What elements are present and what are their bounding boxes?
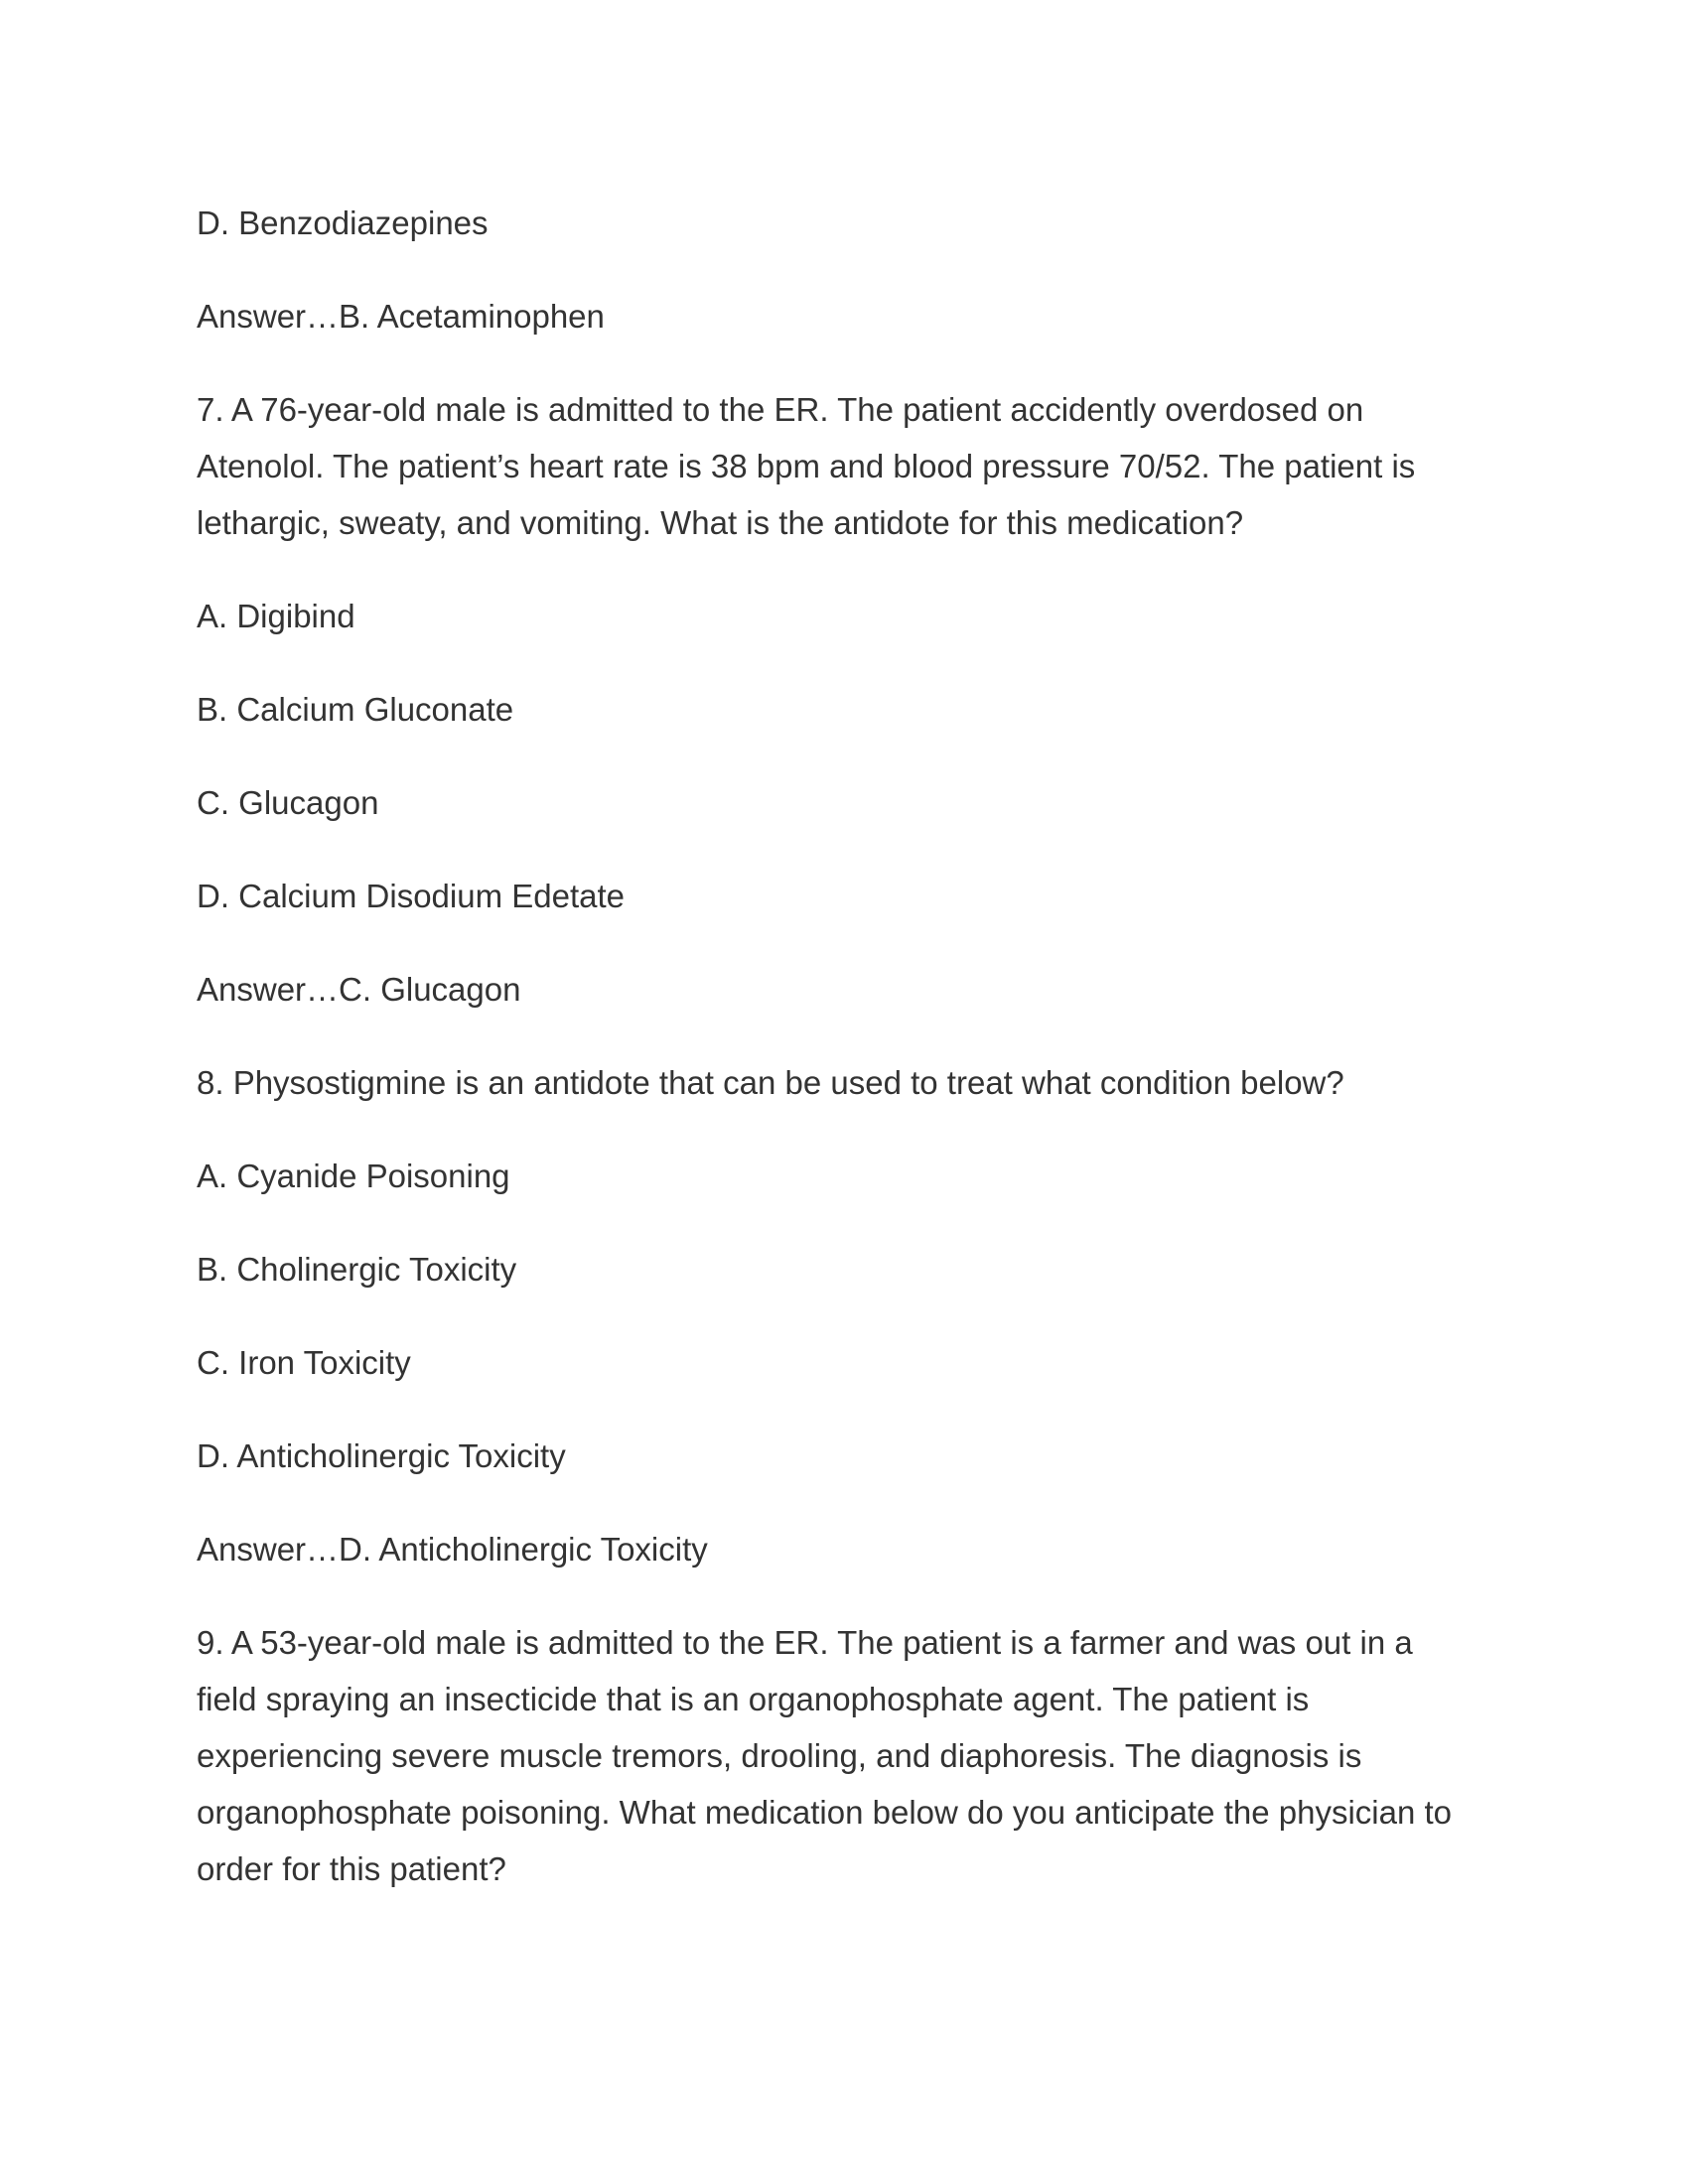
q9-question-line: order for this patient?: [197, 1850, 506, 1887]
q8-option-a: A. Cyanide Poisoning: [197, 1158, 510, 1194]
q7-question-line: 7. A 76-year-old male is admitted to the ER. The patient accidently overdosed on: [197, 391, 1364, 428]
q8-question: 8. Physostigmine is an antidote that can be used to treat what condition below?: [197, 1064, 1344, 1101]
q7-option-a: A. Digibind: [197, 598, 355, 634]
q9-question-line: 9. A 53-year-old male is admitted to the ER. The patient is a farmer and was out in a: [197, 1624, 1413, 1661]
q8-answer: Answer…D. Anticholinergic Toxicity: [197, 1531, 708, 1568]
q7-option-b: B. Calcium Gluconate: [197, 691, 514, 728]
q7-question-line: Atenolol. The patient’s heart rate is 38 bpm and blood pressure 70/52. The patient is: [197, 448, 1416, 484]
q8-option-d: D. Anticholinergic Toxicity: [197, 1437, 566, 1474]
q8-option-c: C. Iron Toxicity: [197, 1344, 411, 1381]
q7-option-c: C. Glucagon: [197, 784, 379, 821]
q6-option-d: D. Benzodiazepines: [197, 205, 489, 241]
q7-answer: Answer…C. Glucagon: [197, 971, 521, 1008]
q7-option-d: D. Calcium Disodium Edetate: [197, 878, 625, 914]
q9-question-line: field spraying an insecticide that is an organophosphate agent. The patient is: [197, 1681, 1310, 1717]
q9-question-line: experiencing severe muscle tremors, drooling, and diaphoresis. The diagnosis is: [197, 1737, 1362, 1774]
q7-question: [197, 381, 1497, 551]
q7-question-line: lethargic, sweaty, and vomiting. What is the antidote for this medication?: [197, 504, 1244, 541]
q6-answer: Answer…B. Acetaminophen: [197, 298, 605, 335]
q9-question-line: organophosphate poisoning. What medication below do you anticipate the physician to: [197, 1794, 1453, 1831]
q9-question: [197, 1614, 1497, 1897]
q8-option-b: B. Cholinergic Toxicity: [197, 1251, 517, 1288]
document-page: [197, 195, 1497, 1897]
